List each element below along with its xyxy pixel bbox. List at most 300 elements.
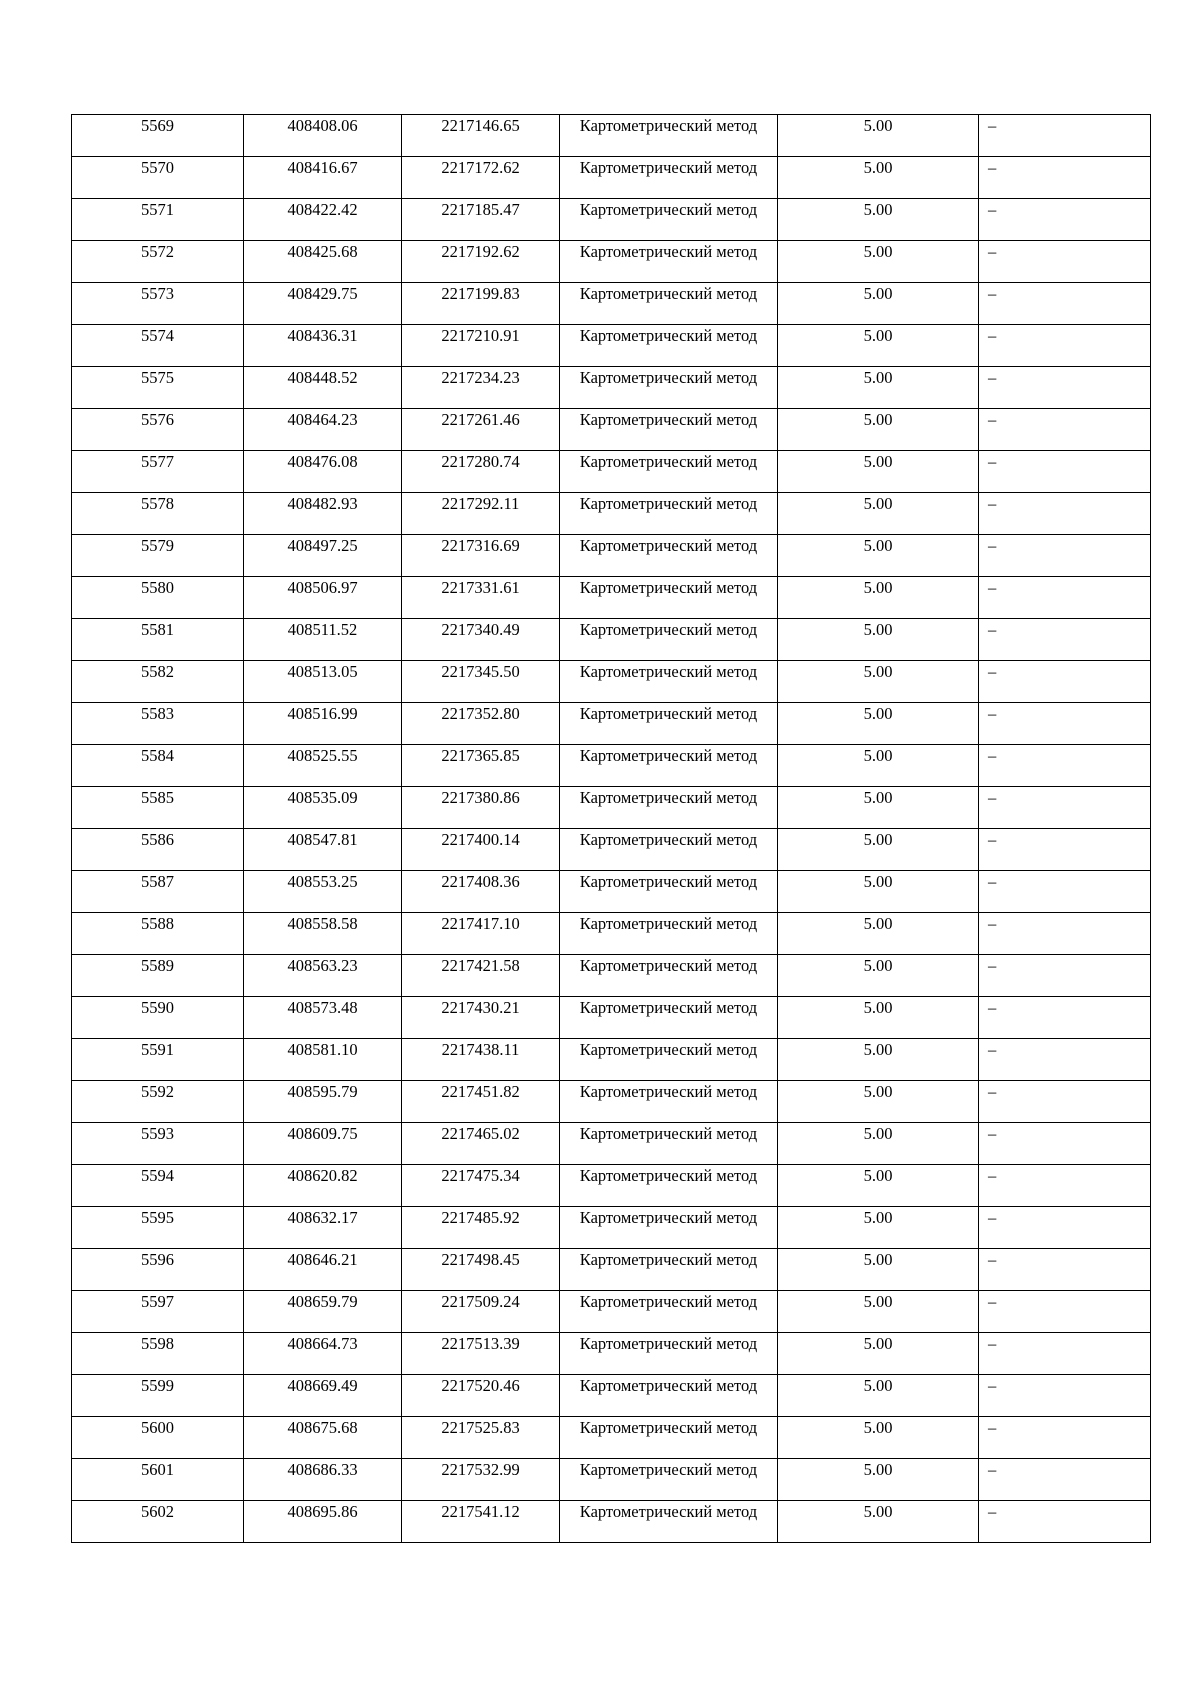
cell-text: 408516.99: [287, 704, 358, 723]
table-row: [72, 619, 1151, 661]
note-cell: [979, 115, 1151, 157]
table-row: [72, 1459, 1151, 1501]
cell-text: 5579: [141, 536, 174, 555]
cell-text: Картометрический метод: [579, 1040, 758, 1059]
cell-text: 5.00: [863, 1334, 893, 1353]
x-coordinate-cell: [244, 283, 402, 325]
accuracy-cell: [778, 1123, 979, 1165]
accuracy-cell: [778, 283, 979, 325]
table-row: [72, 787, 1151, 829]
y-coordinate-cell: [402, 241, 560, 283]
coordinates-table-body: [72, 115, 1151, 1543]
cell-text: 5.00: [863, 452, 893, 471]
cell-text: –: [988, 1040, 997, 1059]
y-coordinate-cell: [402, 787, 560, 829]
cell-text: –: [988, 1460, 997, 1479]
note-cell: [979, 1207, 1151, 1249]
cell-text: Картометрический метод: [579, 284, 758, 303]
cell-text: 408581.10: [287, 1040, 358, 1059]
cell-text: 5578: [141, 494, 174, 513]
cell-text: Картометрический метод: [579, 494, 758, 513]
table-row: [72, 493, 1151, 535]
cell-text: 2217451.82: [441, 1082, 520, 1101]
cell-text: Картометрический метод: [579, 830, 758, 849]
cell-text: 2217541.12: [441, 1502, 520, 1521]
point-number-cell: [72, 241, 244, 283]
cell-text: 408609.75: [287, 1124, 358, 1143]
note-cell: [979, 829, 1151, 871]
cell-text: 5.00: [863, 368, 893, 387]
note-cell: [979, 871, 1151, 913]
method-cell: [560, 409, 778, 451]
cell-text: 408646.21: [287, 1250, 358, 1269]
table-row: [72, 1417, 1151, 1459]
cell-text: 5.00: [863, 620, 893, 639]
cell-text: 5576: [141, 410, 174, 429]
y-coordinate-cell: [402, 199, 560, 241]
method-cell: [560, 1081, 778, 1123]
note-cell: [979, 325, 1151, 367]
cell-text: Картометрический метод: [579, 1166, 758, 1185]
cell-text: Картометрический метод: [579, 746, 758, 765]
note-cell: [979, 367, 1151, 409]
method-cell: [560, 1207, 778, 1249]
point-number-cell: [72, 1039, 244, 1081]
x-coordinate-cell: [244, 535, 402, 577]
note-cell: [979, 787, 1151, 829]
cell-text: 5587: [141, 872, 174, 891]
point-number-cell: [72, 409, 244, 451]
cell-text: 5599: [141, 1376, 174, 1395]
cell-text: –: [988, 1250, 997, 1269]
note-cell: [979, 619, 1151, 661]
cell-text: 5.00: [863, 494, 893, 513]
cell-text: 5600: [141, 1418, 174, 1437]
table-row: [72, 409, 1151, 451]
y-coordinate-cell: [402, 913, 560, 955]
method-cell: [560, 1165, 778, 1207]
cell-text: 408511.52: [287, 620, 358, 639]
cell-text: Картометрический метод: [579, 620, 758, 639]
y-coordinate-cell: [402, 1333, 560, 1375]
cell-text: 5581: [141, 620, 174, 639]
cell-text: 2217199.83: [441, 284, 520, 303]
x-coordinate-cell: [244, 115, 402, 157]
y-coordinate-cell: [402, 871, 560, 913]
x-coordinate-cell: [244, 199, 402, 241]
cell-text: 5577: [141, 452, 174, 471]
cell-text: 2217408.36: [441, 872, 520, 891]
cell-text: Картометрический метод: [579, 788, 758, 807]
cell-text: 2217465.02: [441, 1124, 520, 1143]
table-row: [72, 913, 1151, 955]
y-coordinate-cell: [402, 1207, 560, 1249]
accuracy-cell: [778, 409, 979, 451]
cell-text: Картометрический метод: [579, 242, 758, 261]
method-cell: [560, 787, 778, 829]
point-number-cell: [72, 577, 244, 619]
cell-text: 5.00: [863, 914, 893, 933]
cell-text: –: [988, 326, 997, 345]
cell-text: –: [988, 746, 997, 765]
table-row: [72, 745, 1151, 787]
cell-text: 5590: [141, 998, 174, 1017]
x-coordinate-cell: [244, 913, 402, 955]
point-number-cell: [72, 619, 244, 661]
y-coordinate-cell: [402, 409, 560, 451]
cell-text: –: [988, 1502, 997, 1521]
method-cell: [560, 493, 778, 535]
cell-text: 5.00: [863, 998, 893, 1017]
cell-text: 408425.68: [287, 242, 358, 261]
accuracy-cell: [778, 1375, 979, 1417]
cell-text: 2217185.47: [441, 200, 520, 219]
point-number-cell: [72, 787, 244, 829]
x-coordinate-cell: [244, 1207, 402, 1249]
cell-text: 5.00: [863, 662, 893, 681]
cell-text: –: [988, 704, 997, 723]
cell-text: 408506.97: [287, 578, 358, 597]
point-number-cell: [72, 1165, 244, 1207]
cell-text: –: [988, 620, 997, 639]
cell-text: –: [988, 830, 997, 849]
cell-text: Картометрический метод: [579, 368, 758, 387]
cell-text: 408558.58: [287, 914, 358, 933]
cell-text: Картометрический метод: [579, 410, 758, 429]
point-number-cell: [72, 115, 244, 157]
cell-text: 5.00: [863, 704, 893, 723]
note-cell: [979, 661, 1151, 703]
method-cell: [560, 745, 778, 787]
y-coordinate-cell: [402, 451, 560, 493]
cell-text: 5591: [141, 1040, 174, 1059]
point-number-cell: [72, 325, 244, 367]
cell-text: Картометрический метод: [579, 452, 758, 471]
point-number-cell: [72, 367, 244, 409]
y-coordinate-cell: [402, 829, 560, 871]
cell-text: 5582: [141, 662, 174, 681]
y-coordinate-cell: [402, 703, 560, 745]
cell-text: 5.00: [863, 284, 893, 303]
cell-text: 408448.52: [287, 368, 358, 387]
note-cell: [979, 997, 1151, 1039]
note-cell: [979, 451, 1151, 493]
accuracy-cell: [778, 1333, 979, 1375]
point-number-cell: [72, 1333, 244, 1375]
cell-text: Картометрический метод: [579, 1418, 758, 1437]
accuracy-cell: [778, 1039, 979, 1081]
point-number-cell: [72, 745, 244, 787]
cell-text: 408436.31: [287, 326, 358, 345]
cell-text: 408408.06: [287, 116, 358, 135]
note-cell: [979, 955, 1151, 997]
cell-text: 5602: [141, 1502, 174, 1521]
method-cell: [560, 1039, 778, 1081]
point-number-cell: [72, 955, 244, 997]
table-row: [72, 199, 1151, 241]
y-coordinate-cell: [402, 1249, 560, 1291]
cell-text: 2217316.69: [441, 536, 520, 555]
y-coordinate-cell: [402, 619, 560, 661]
cell-text: 5575: [141, 368, 174, 387]
x-coordinate-cell: [244, 367, 402, 409]
table-row: [72, 241, 1151, 283]
cell-text: 2217520.46: [441, 1376, 520, 1395]
point-number-cell: [72, 871, 244, 913]
cell-text: 408476.08: [287, 452, 358, 471]
cell-text: –: [988, 578, 997, 597]
accuracy-cell: [778, 661, 979, 703]
cell-text: 2217365.85: [441, 746, 520, 765]
point-number-cell: [72, 535, 244, 577]
table-row: [72, 577, 1151, 619]
note-cell: [979, 241, 1151, 283]
point-number-cell: [72, 1417, 244, 1459]
cell-text: 5572: [141, 242, 174, 261]
cell-text: –: [988, 788, 997, 807]
cell-text: –: [988, 536, 997, 555]
y-coordinate-cell: [402, 997, 560, 1039]
x-coordinate-cell: [244, 493, 402, 535]
x-coordinate-cell: [244, 1291, 402, 1333]
accuracy-cell: [778, 1291, 979, 1333]
point-number-cell: [72, 199, 244, 241]
x-coordinate-cell: [244, 1333, 402, 1375]
accuracy-cell: [778, 241, 979, 283]
y-coordinate-cell: [402, 1501, 560, 1543]
cell-text: –: [988, 158, 997, 177]
method-cell: [560, 871, 778, 913]
x-coordinate-cell: [244, 787, 402, 829]
point-number-cell: [72, 493, 244, 535]
method-cell: [560, 115, 778, 157]
table-row: [72, 1501, 1151, 1543]
x-coordinate-cell: [244, 1249, 402, 1291]
cell-text: –: [988, 452, 997, 471]
cell-text: 5593: [141, 1124, 174, 1143]
accuracy-cell: [778, 745, 979, 787]
method-cell: [560, 703, 778, 745]
cell-text: 5580: [141, 578, 174, 597]
x-coordinate-cell: [244, 955, 402, 997]
cell-text: Картометрический метод: [579, 200, 758, 219]
y-coordinate-cell: [402, 115, 560, 157]
table-row: [72, 703, 1151, 745]
accuracy-cell: [778, 829, 979, 871]
cell-text: Картометрический метод: [579, 1124, 758, 1143]
cell-text: 2217146.65: [441, 116, 520, 135]
cell-text: 5.00: [863, 242, 893, 261]
cell-text: 2217210.91: [441, 326, 520, 345]
cell-text: 408535.09: [287, 788, 358, 807]
cell-text: 5583: [141, 704, 174, 723]
table-row: [72, 1165, 1151, 1207]
x-coordinate-cell: [244, 1501, 402, 1543]
cell-text: 5.00: [863, 1166, 893, 1185]
cell-text: 408553.25: [287, 872, 358, 891]
cell-text: 408482.93: [287, 494, 358, 513]
accuracy-cell: [778, 1249, 979, 1291]
cell-text: Картометрический метод: [579, 1376, 758, 1395]
point-number-cell: [72, 703, 244, 745]
method-cell: [560, 241, 778, 283]
y-coordinate-cell: [402, 1375, 560, 1417]
cell-text: –: [988, 200, 997, 219]
cell-text: Картометрический метод: [579, 536, 758, 555]
point-number-cell: [72, 283, 244, 325]
note-cell: [979, 1081, 1151, 1123]
accuracy-cell: [778, 703, 979, 745]
cell-text: Картометрический метод: [579, 1082, 758, 1101]
method-cell: [560, 829, 778, 871]
accuracy-cell: [778, 577, 979, 619]
accuracy-cell: [778, 619, 979, 661]
cell-text: Картометрический метод: [579, 662, 758, 681]
note-cell: [979, 913, 1151, 955]
cell-text: 5594: [141, 1166, 174, 1185]
note-cell: [979, 1375, 1151, 1417]
cell-text: 2217261.46: [441, 410, 520, 429]
cell-text: 5598: [141, 1334, 174, 1353]
cell-text: –: [988, 494, 997, 513]
cell-text: 2217380.86: [441, 788, 520, 807]
cell-text: –: [988, 1292, 997, 1311]
cell-text: 408695.86: [287, 1502, 358, 1521]
cell-text: 2217485.92: [441, 1208, 520, 1227]
method-cell: [560, 283, 778, 325]
cell-text: 2217352.80: [441, 704, 520, 723]
cell-text: 5.00: [863, 1208, 893, 1227]
cell-text: 2217438.11: [441, 1040, 520, 1059]
cell-text: 5.00: [863, 116, 893, 135]
cell-text: Картометрический метод: [579, 1292, 758, 1311]
cell-text: 5584: [141, 746, 174, 765]
x-coordinate-cell: [244, 577, 402, 619]
table-row: [72, 1123, 1151, 1165]
cell-text: 5.00: [863, 410, 893, 429]
table-row: [72, 157, 1151, 199]
point-number-cell: [72, 1249, 244, 1291]
cell-text: 5569: [141, 116, 174, 135]
note-cell: [979, 535, 1151, 577]
table-row: [72, 1249, 1151, 1291]
method-cell: [560, 535, 778, 577]
cell-text: Картометрический метод: [579, 1208, 758, 1227]
note-cell: [979, 157, 1151, 199]
cell-text: 5595: [141, 1208, 174, 1227]
cell-text: 5.00: [863, 536, 893, 555]
note-cell: [979, 1333, 1151, 1375]
method-cell: [560, 1501, 778, 1543]
cell-text: 5.00: [863, 1040, 893, 1059]
cell-text: 408669.49: [287, 1376, 358, 1395]
cell-text: 5.00: [863, 956, 893, 975]
x-coordinate-cell: [244, 409, 402, 451]
point-number-cell: [72, 829, 244, 871]
x-coordinate-cell: [244, 829, 402, 871]
cell-text: –: [988, 914, 997, 933]
method-cell: [560, 1459, 778, 1501]
cell-text: –: [988, 1082, 997, 1101]
method-cell: [560, 451, 778, 493]
cell-text: 5.00: [863, 1502, 893, 1521]
cell-text: 2217421.58: [441, 956, 520, 975]
cell-text: 5.00: [863, 872, 893, 891]
cell-text: 2217331.61: [441, 578, 520, 597]
cell-text: 5.00: [863, 746, 893, 765]
cell-text: –: [988, 1376, 997, 1395]
accuracy-cell: [778, 493, 979, 535]
table-row: [72, 115, 1151, 157]
y-coordinate-cell: [402, 1291, 560, 1333]
cell-text: 5.00: [863, 1250, 893, 1269]
cell-text: 5.00: [863, 326, 893, 345]
cell-text: 408664.73: [287, 1334, 358, 1353]
y-coordinate-cell: [402, 1039, 560, 1081]
point-number-cell: [72, 913, 244, 955]
cell-text: 408416.67: [287, 158, 358, 177]
y-coordinate-cell: [402, 367, 560, 409]
cell-text: 5.00: [863, 1376, 893, 1395]
method-cell: [560, 157, 778, 199]
cell-text: Картометрический метод: [579, 1460, 758, 1479]
table-row: [72, 535, 1151, 577]
point-number-cell: [72, 1291, 244, 1333]
y-coordinate-cell: [402, 1417, 560, 1459]
cell-text: 2217280.74: [441, 452, 520, 471]
point-number-cell: [72, 1501, 244, 1543]
point-number-cell: [72, 1459, 244, 1501]
cell-text: 2217498.45: [441, 1250, 520, 1269]
note-cell: [979, 1249, 1151, 1291]
x-coordinate-cell: [244, 745, 402, 787]
accuracy-cell: [778, 451, 979, 493]
x-coordinate-cell: [244, 661, 402, 703]
note-cell: [979, 1459, 1151, 1501]
cell-text: –: [988, 1208, 997, 1227]
method-cell: [560, 1375, 778, 1417]
cell-text: Картометрический метод: [579, 914, 758, 933]
point-number-cell: [72, 451, 244, 493]
cell-text: Картометрический метод: [579, 578, 758, 597]
method-cell: [560, 1291, 778, 1333]
cell-text: 408464.23: [287, 410, 358, 429]
x-coordinate-cell: [244, 1039, 402, 1081]
accuracy-cell: [778, 871, 979, 913]
table-row: [72, 1207, 1151, 1249]
y-coordinate-cell: [402, 1081, 560, 1123]
cell-text: –: [988, 1166, 997, 1185]
cell-text: 408422.42: [287, 200, 358, 219]
x-coordinate-cell: [244, 325, 402, 367]
method-cell: [560, 661, 778, 703]
table-row: [72, 1081, 1151, 1123]
method-cell: [560, 199, 778, 241]
y-coordinate-cell: [402, 955, 560, 997]
point-number-cell: [72, 1207, 244, 1249]
accuracy-cell: [778, 1501, 979, 1543]
point-number-cell: [72, 1081, 244, 1123]
accuracy-cell: [778, 1459, 979, 1501]
table-row: [72, 1333, 1151, 1375]
y-coordinate-cell: [402, 661, 560, 703]
point-number-cell: [72, 661, 244, 703]
accuracy-cell: [778, 955, 979, 997]
y-coordinate-cell: [402, 1459, 560, 1501]
accuracy-cell: [778, 787, 979, 829]
cell-text: 5597: [141, 1292, 174, 1311]
x-coordinate-cell: [244, 241, 402, 283]
